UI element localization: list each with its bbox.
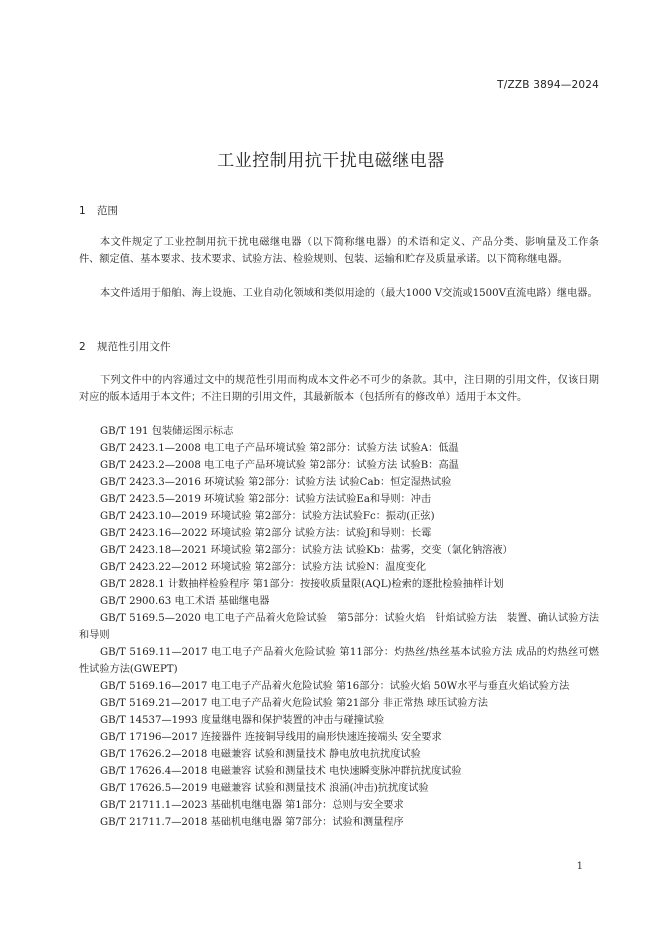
section-1-title: 范围 [97, 205, 118, 217]
reference-item: GB/T 5169.5—2020 电工电子产品着火危险试验 第5部分：试验火焰 针焰试验方法 装置、确认试验方法和导则 [79, 613, 599, 641]
reference-item: GB/T 2423.22—2012 环境试验 第2部分：试验方法 试验N：温度变化 [100, 562, 427, 573]
reference-item: GB/T 2423.3—2016 环境试验 第2部分：试验方法 试验Cab：恒定湿热试验 [100, 477, 452, 488]
references-intro-paragraph: 下列文件中的内容通过文中的规范性引用而构成本文件必不可少的条款。其中，注日期的引用文件，仅该日期对应的版本适用于本文件；不注日期的引用文件，其最新版本（包括所有的修改单）适用于本文件。 [79, 375, 599, 403]
reference-item: GB/T 2423.2—2008 电工电子产品环境试验 第2部分：试验方法 试验B：高温 [100, 460, 459, 471]
reference-item: GB/T 2423.5—2019 环境试验 第2部分：试验方法试验Ea和导则：冲击 [100, 494, 432, 505]
section-1-number: 1 [79, 205, 86, 217]
page-number: 1 [576, 861, 583, 872]
document-code: T/ZZB 3894—2024 [497, 79, 599, 91]
reference-item: GB/T 2423.10—2019 环境试验 第2部分：试验方法试验Fc：振动(正弦) [100, 511, 435, 522]
section-2-title: 规范性引用文件 [97, 341, 171, 353]
normative-references-list [79, 423, 599, 831]
reference-item: GB/T 17626.5—2019 电磁兼容 试验和测量技术 浪涌(冲击)抗扰度试验 [100, 783, 429, 794]
reference-item: GB/T 2423.1—2008 电工电子产品环境试验 第2部分：试验方法 试验A：低温 [100, 443, 459, 454]
reference-item: GB/T 5169.16—2017 电工电子产品着火危险试验 第16部分：试验火焰 50W水平与垂直火焰试验方法 [100, 681, 570, 692]
section-1-heading [79, 203, 118, 218]
reference-item: GB/T 2828.1 计数抽样检验程序 第1部分：按接收质量限(AQL)检索的逐批检验抽样计划 [100, 579, 504, 590]
reference-item: GB/T 17196—2017 连接器件 连接铜导线用的扁形快速连接端头 安全要求 [100, 732, 442, 743]
reference-item: GB/T 14537—1993 度量继电器和保护装置的冲击与碰撞试验 [100, 715, 385, 726]
reference-item: GB/T 17626.4—2018 电磁兼容 试验和测量技术 电快速瞬变脉冲群抗扰度试验 [100, 766, 462, 777]
reference-item: GB/T 2423.16—2022 环境试验 第2部分 试验方法：试验J和导则：长霉 [100, 528, 432, 539]
reference-item: GB/T 191 包装储运图示标志 [100, 426, 234, 437]
scope-paragraph-2: 本文件适用于船舶、海上设施、工业自动化领域和类似用途的（最大1000 V交流或1500V直流电路）继电器。 [100, 288, 598, 299]
reference-item: GB/T 17626.2—2018 电磁兼容 试验和测量技术 静电放电抗扰度试验 [100, 749, 421, 760]
reference-item: GB/T 5169.11—2017 电工电子产品着火危险试验 第11部分：灼热丝/热丝基本试验方法 成品的灼热丝可燃性试验方法(GWEPT) [79, 647, 599, 675]
reference-item: GB/T 2423.18—2021 环境试验 第2部分：试验方法 试验Kb：盐雾，交变（氯化钠溶液） [100, 545, 513, 556]
document-title: 工业控制用抗干扰电磁继电器 [217, 151, 445, 171]
scope-paragraph-1: 本文件规定了工业控制用抗干扰电磁继电器（以下简称继电器）的术语和定义、产品分类、影响量及工作条件、额定值、基本要求、技术要求、试验方法、检验规则、包装、运输和贮存及质量承诺。以下简称继电器。 [79, 237, 599, 265]
section-2-number: 2 [79, 341, 86, 353]
reference-item: GB/T 21711.7—2018 基础机电继电器 第7部分：试验和测量程序 [100, 817, 404, 828]
reference-item: GB/T 2900.63 电工术语 基础继电器 [100, 596, 270, 607]
section-2-heading [79, 339, 171, 354]
reference-item: GB/T 5169.21—2017 电工电子产品着火危险试验 第21部分 非正常热 球压试验方法 [100, 698, 488, 709]
reference-item: GB/T 21711.1—2023 基础机电继电器 第1部分：总则与安全要求 [100, 800, 404, 811]
